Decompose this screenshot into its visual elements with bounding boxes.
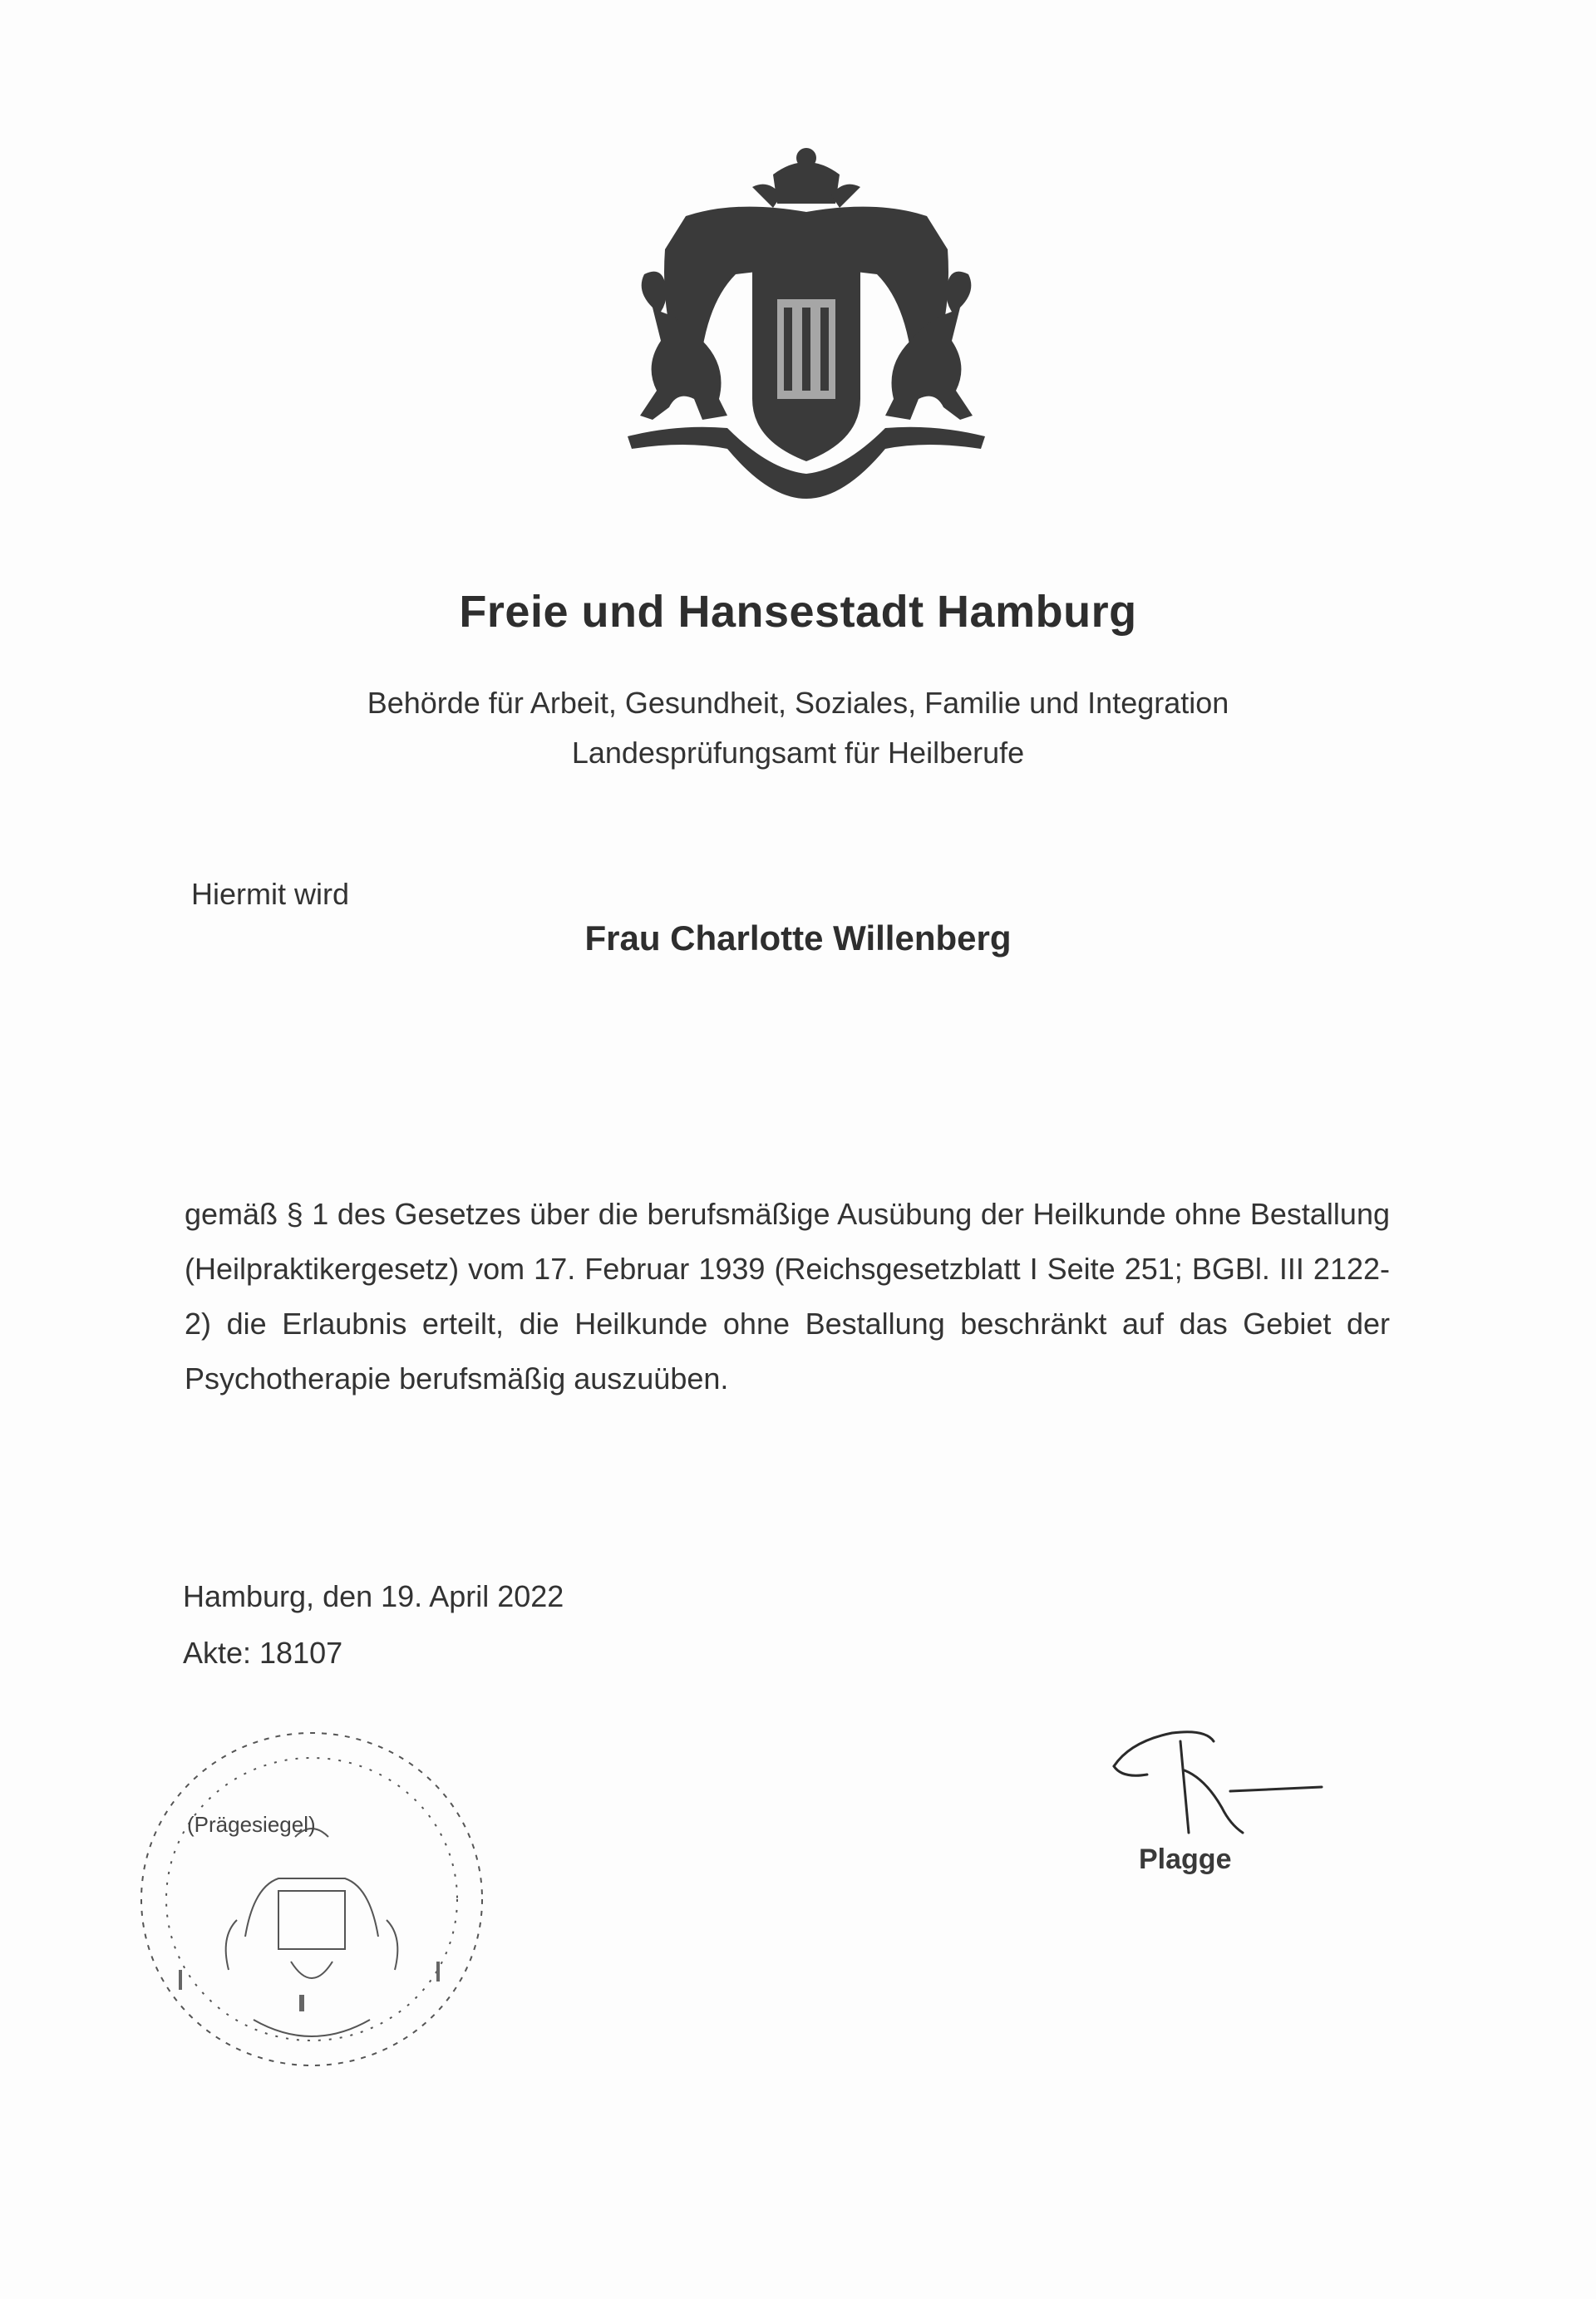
intro-text: Hiermit wird [191, 877, 350, 911]
file-reference: Akte: 18107 [183, 1636, 343, 1670]
certificate-body: gemäß § 1 des Gesetzes über die berufsmäßige Ausübung der Heilkunde ohne Bestallung (Heilpraktikergesetz) vom 17. Februar 1939 (Reichsgesetzblatt I Seite 251; BGBl. III 2122-2) die Erlaubnis erteilt, die Heilkunde ohne Bestallung beschränkt auf das Gebiet der Psychotherapie berufsmäßig auszuüben. [185, 1197, 1390, 1396]
place-date: Hamburg, den 19. April 2022 [183, 1579, 564, 1613]
handwritten-signature-icon [1097, 1708, 1347, 1858]
page-title: Freie und Hansestadt Hamburg [459, 587, 1137, 637]
seal-label: (Prägesiegel) [187, 1812, 316, 1837]
office-name: Landesprüfungsamt für Heilberufe [571, 736, 1025, 770]
hamburg-coat-of-arms-icon [628, 141, 985, 499]
signer-name: Plagge [1139, 1844, 1232, 1875]
embossed-seal-icon [129, 1721, 495, 2078]
authority-name: Behörde für Arbeit, Gesundheit, Soziales, Familie und Integration [367, 686, 1229, 720]
recipient-name: Frau Charlotte Willenberg [584, 918, 1012, 958]
